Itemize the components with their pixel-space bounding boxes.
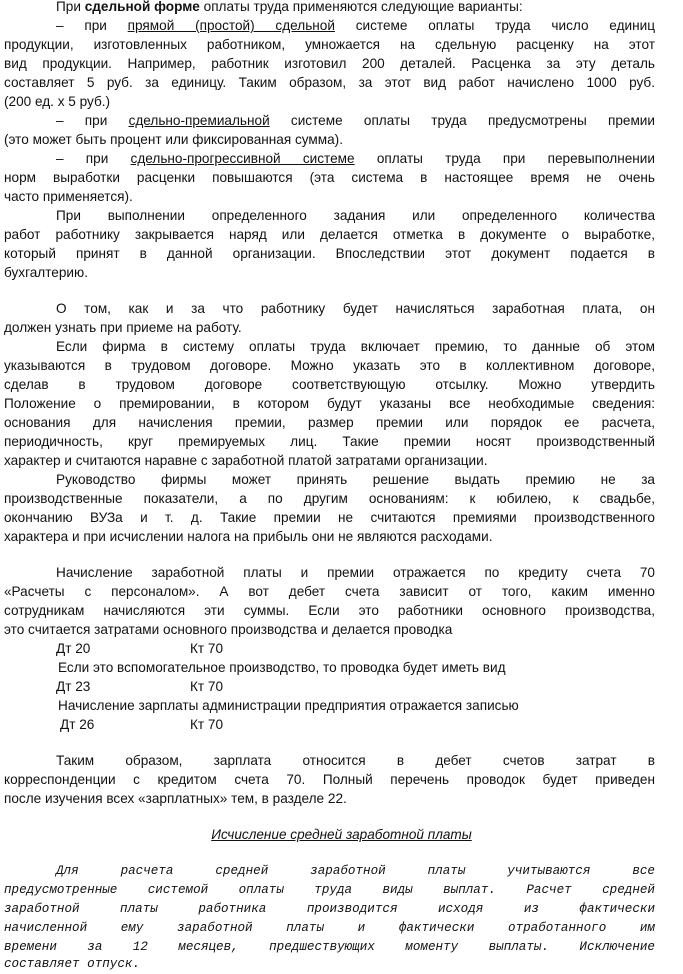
text-line: который принят в данной организации. Впоследствии этот документ подается в — [4, 246, 655, 261]
text-line: составляет 5 руб. за единицу. Таким образом, за этот вид работ начислено 1000 руб. — [4, 75, 655, 90]
text-line: Если это вспомогательное производство, то проводка будет иметь вид — [58, 660, 506, 675]
text-line: Руководство фирмы может принять решение выдать премию не за — [56, 472, 655, 487]
text-line: вид продукции. Например, работник изготовил 200 деталей. Расценка за эту деталь — [4, 56, 655, 71]
text-line: должен узнать при приеме на работу. — [4, 320, 242, 335]
text-line: заработной платы работника производится исходя из фактически — [4, 902, 655, 916]
text-line: (200 ед. х 5 руб.) — [4, 94, 111, 109]
text-line: «Расчеты с персоналом». А вот дебет счета зависит от того, каким именно — [4, 584, 655, 599]
credit-entry: Кт 70 — [190, 679, 224, 694]
text-line: Положение о премировании, в котором будут указаны все необходимые сведения: — [4, 396, 655, 411]
debit-entry: Дт 26 — [60, 717, 95, 732]
text-line: указываются в трудовом договоре. Можно указать это в коллективном договоре, — [4, 358, 655, 373]
underlined-term: прямой (простой) сдельной — [127, 18, 335, 33]
debit-entry: Дт 23 — [56, 679, 91, 694]
text-line: работ работнику закрывается наряд или делается отметка в документе о выработке, — [4, 227, 655, 242]
text-line: производственные показатели, а по другим основаниям: к юбилею, к свадьбе, — [4, 491, 655, 506]
text-line: времени за 12 месяцев, предшествующих моменту выплаты. Исключение — [4, 940, 655, 954]
text-line: О том, как и за что работнику будет начисляться заработная плата, он — [56, 301, 655, 316]
text-line: после изучения всех «зарплатных» тем, в разделе 22. — [4, 791, 347, 806]
text-line: – при сдельно-прогрессивной системе оплаты труда при перевыполнении — [56, 151, 655, 166]
text-line: норм выработки расценки повышаются (эта система в настоящее время не очень — [4, 170, 655, 185]
text-line: часто применяется). — [4, 189, 133, 204]
section-heading: Исчисление средней заработной платы — [211, 827, 472, 842]
text-line: периодичность, круг премируемых лиц. Такие премии носят производственный — [4, 434, 655, 449]
bold-term: сдельной форме — [84, 0, 200, 14]
text-line: окончанию ВУЗа и т. д. Такие премии не считаются премиями производственного — [4, 510, 655, 525]
text-line: При сдельной форме оплаты труда применяются следующие варианты: — [56, 0, 523, 14]
text-line: При выполнении определенного задания или определенного количества — [56, 208, 655, 223]
text-line: составляет отпуск. — [4, 957, 141, 971]
underlined-term: сдельно-прогрессивной системе — [130, 151, 355, 166]
text-line: продукции, изготовленных работником, умножается на сдельную расценку на этот — [4, 37, 655, 52]
text-line: предусмотренные системой оплаты труда виды выплат. Расчет средней — [4, 883, 655, 897]
text-line: (это может быть процент или фиксированная сумма). — [4, 132, 343, 147]
text-line: это считается затратами основного производства и делается проводка — [4, 622, 453, 637]
text-line: характер и считаются наравне с заработной платой затратами организации. — [4, 453, 488, 468]
text-line: сотрудникам начисляются эти суммы. Если это работники основного производства, — [4, 603, 655, 618]
underlined-term: сдельно-премиальной — [128, 113, 270, 128]
text-line: Таким образом, зарплата относится в дебет счетов затрат в — [56, 753, 655, 768]
text-line: Начисление зарплаты администрации предприятия отражается записью — [58, 698, 519, 713]
text-line: корреспонденции с кредитом счета 70. Полный перечень проводок будет приведен — [4, 772, 655, 787]
text-line: Начисление заработной платы и премии отражается по кредиту счета 70 — [56, 565, 655, 580]
credit-entry: Кт 70 — [190, 641, 224, 656]
text-line: бухгалтерию. — [4, 265, 88, 280]
text-line: – при прямой (простой) сдельной системе оплаты труда число единиц — [56, 18, 655, 33]
text-line: сделав в трудовом договоре соответствующую отсылку. Можно утвердить — [4, 377, 655, 392]
text-line: Если фирма в систему оплаты труда включает премию, то данные об этом — [56, 339, 655, 354]
text-line: основания для начисления премии, размер премии или порядок ее расчета, — [4, 415, 655, 430]
text-line: характера и при исчислении налога на прибыль они не являются расходами. — [4, 529, 493, 544]
text-line: начисленной ему заработной платы и фактически отработанного им — [4, 921, 655, 935]
credit-entry: Кт 70 — [190, 717, 224, 732]
text-line: Для расчета средней заработной платы учитываются все — [56, 864, 655, 878]
text-line: – при сдельно-премиальной системе оплаты труда предусмотрены премии — [56, 113, 655, 128]
debit-entry: Дт 20 — [56, 641, 91, 656]
